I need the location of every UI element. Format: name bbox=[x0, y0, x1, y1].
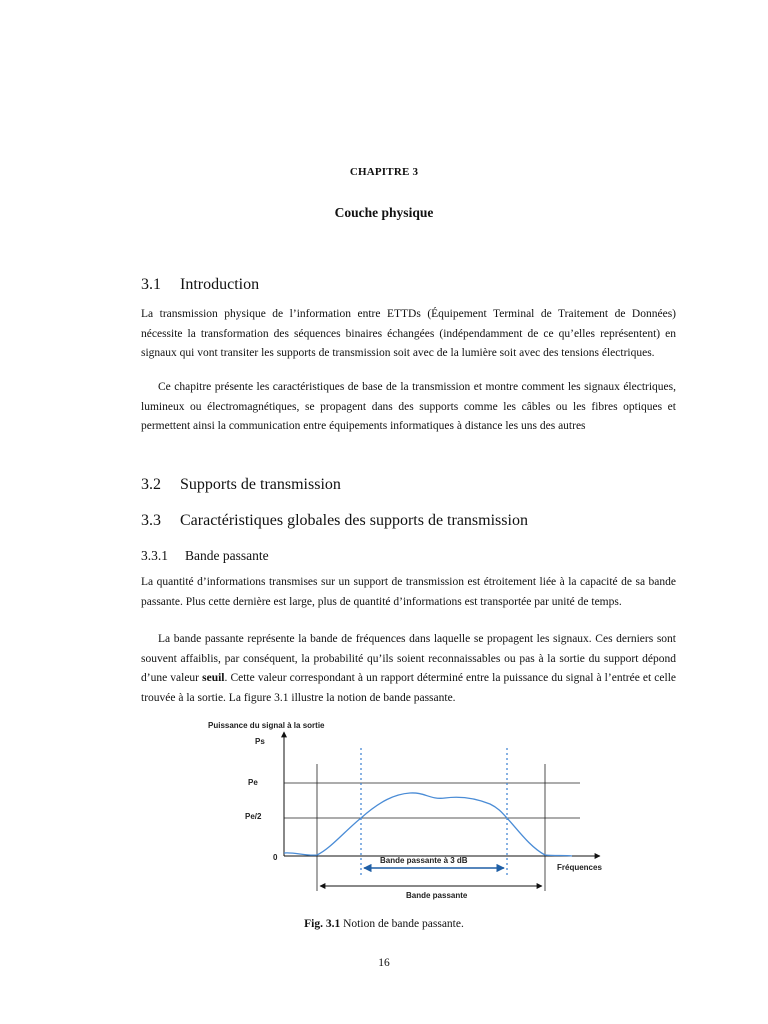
y-axis-title: Puissance du signal à la sortie bbox=[208, 721, 325, 730]
chapter-title: Couche physique bbox=[334, 205, 434, 220]
keyword-seuil: seuil bbox=[202, 672, 225, 685]
subsection-title: Bande passante bbox=[185, 548, 269, 563]
section-title: Caractéristiques globales des supports de transmission bbox=[180, 512, 528, 529]
subsection-heading-bande-passante bbox=[141, 548, 269, 564]
section-heading-introduction bbox=[141, 276, 259, 294]
frequency-response-curve bbox=[284, 793, 572, 856]
page-number: 16 bbox=[378, 957, 390, 969]
section-number: 3.3 bbox=[141, 512, 161, 529]
bandwidth-diagram bbox=[200, 716, 610, 906]
section-title: Introduction bbox=[180, 276, 260, 293]
paragraph-bande-passante-2 bbox=[141, 630, 676, 709]
section-heading-caracteristiques bbox=[141, 512, 528, 530]
caption-text: Notion de bande passante. bbox=[343, 918, 464, 930]
zero-label: 0 bbox=[273, 853, 278, 862]
paragraph-text: La bande passante représente la bande de fréquences dans laquelle se propagent les signaux. Ces derniers sont souvent affaiblis, par conséquent, la probabilité qu’ils soient reconnaissables ou pas à la sortie du support dépond d’une valeur bbox=[141, 633, 676, 685]
section-heading-supports bbox=[141, 476, 341, 494]
paragraph-intro-1: La transmission physique de l’information entre ETTDs (Équipement Terminal de Traitement de Données) nécessite la transformation des séquences binaires échangées (indépendamment de ce qu’elles représentent) en signaux qui vont transiter les supports de transmission soit avec de la lumière soit avec des tensions électriques. bbox=[141, 308, 676, 360]
band-3db-label: Bande passante à 3 dB bbox=[380, 856, 468, 865]
pe-half-label: Pe/2 bbox=[245, 812, 262, 821]
paragraph-text: . Cette valeur correspondant à un rapport déterminé entre la puissance du signal à l’entrée et celle trouvée à la sortie. La figure 3.1 illustre la notion de bande passante. bbox=[141, 672, 676, 705]
x-axis-label: Fréquences bbox=[557, 863, 602, 872]
bandwidth-figure bbox=[200, 716, 610, 906]
pe-label: Pe bbox=[248, 778, 258, 787]
chapter-label: CHAPITRE 3 bbox=[349, 166, 419, 178]
paragraph-bande-passante-1: La quantité d’informations transmises sur un support de transmission est étroitement liée à la capacité de sa bande passante. Plus cette dernière est large, plus de quantité d’informations est transportée par unité de temps. bbox=[141, 576, 676, 608]
band-label: Bande passante bbox=[406, 891, 468, 900]
section-number: 3.1 bbox=[141, 276, 161, 293]
ps-label: Ps bbox=[255, 737, 265, 746]
figure-caption bbox=[0, 918, 768, 930]
section-title: Supports de transmission bbox=[180, 476, 341, 493]
section-number: 3.2 bbox=[141, 476, 161, 493]
caption-prefix: Fig. 3.1 bbox=[304, 918, 341, 930]
subsection-number: 3.3.1 bbox=[141, 548, 168, 563]
paragraph-intro-2: Ce chapitre présente les caractéristiques de base de la transmission et montre comment les signaux électriques, lumineux ou électromagnétiques, se propagent dans des supports comme les câbles ou les fibres optiques et permettent ainsi la communication entre équipements informatiques à distance les uns des autres bbox=[141, 381, 676, 433]
